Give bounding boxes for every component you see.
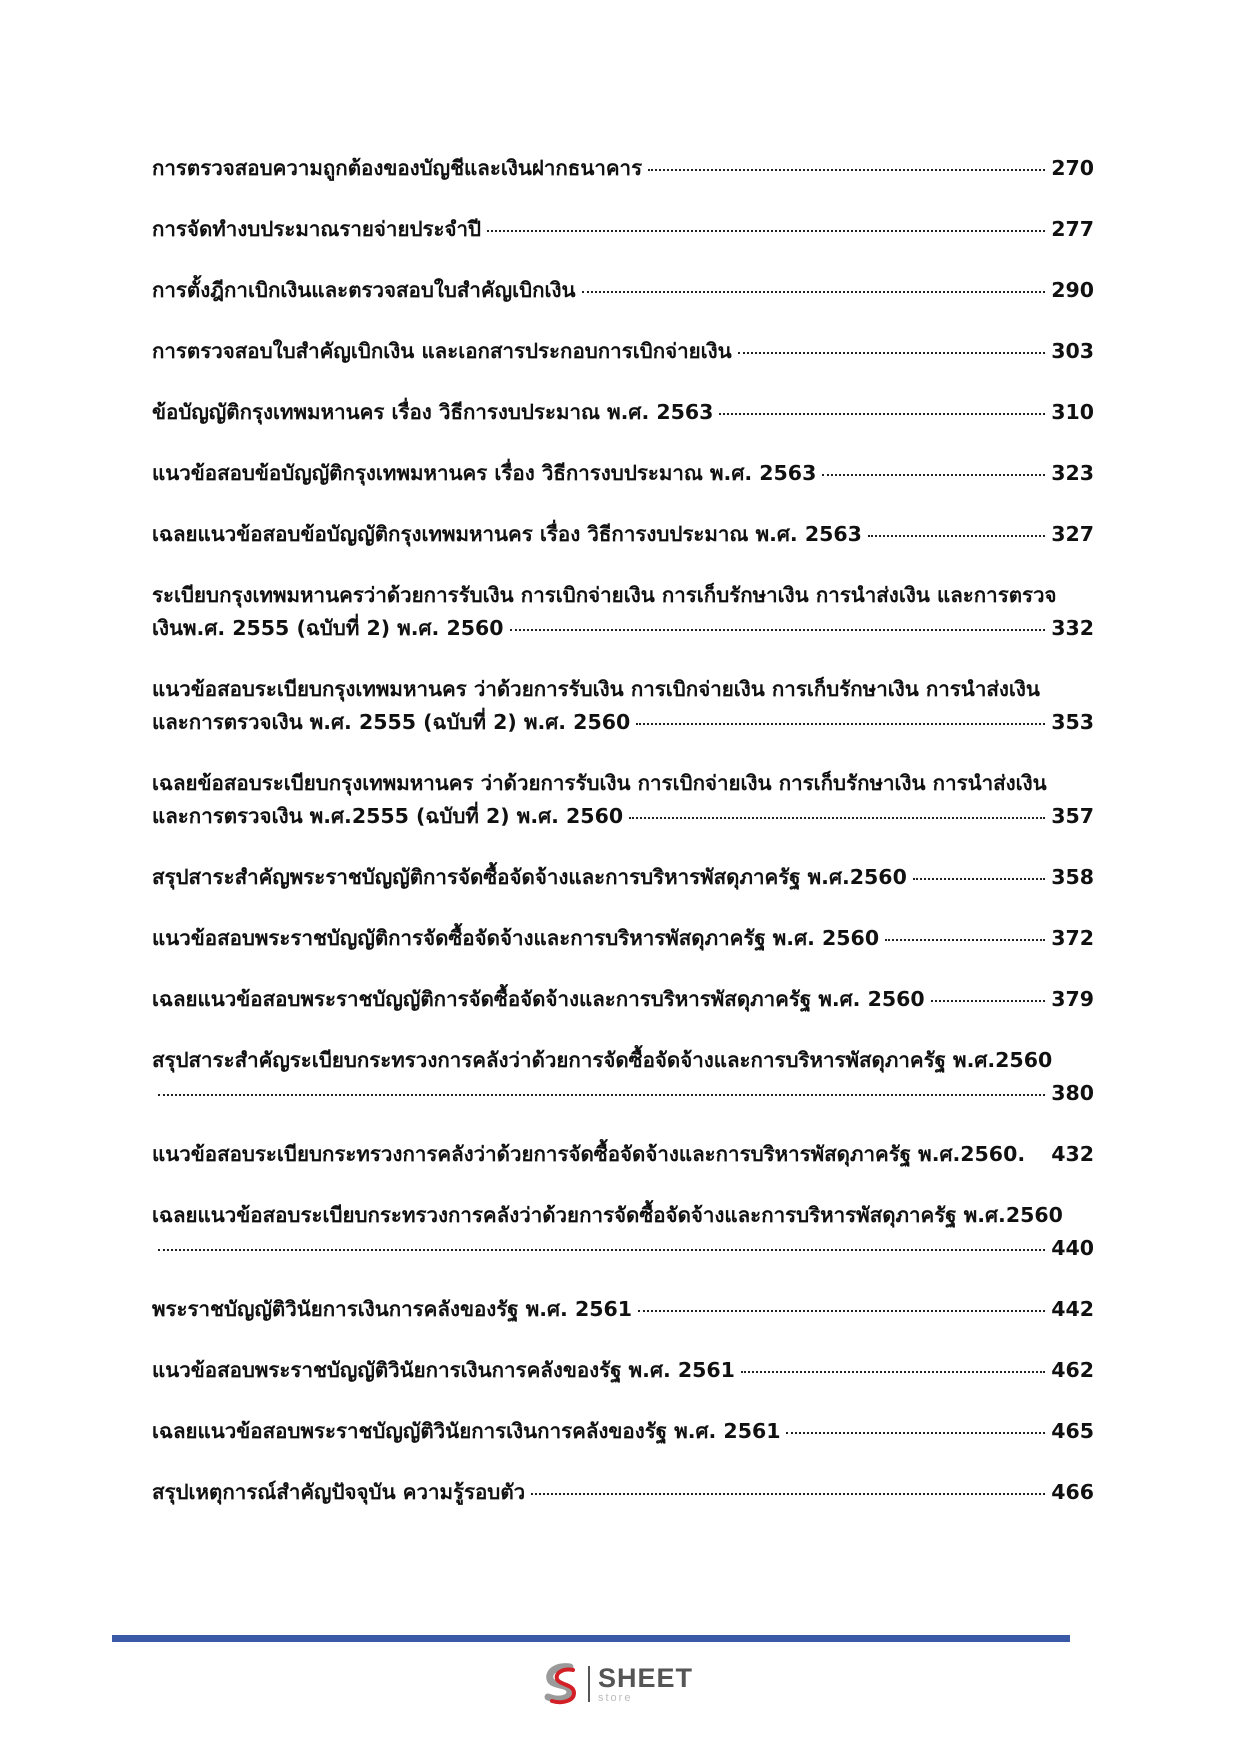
- toc-entry-page: 462: [1051, 1358, 1094, 1382]
- toc-entry[interactable]: [152, 861, 1094, 894]
- toc-entry[interactable]: [152, 673, 1094, 739]
- toc-entry-title-line1: ระเบียบกรุงเทพมหานครว่าด้วยการรับเงิน การเบิกจ่ายเงิน การเก็บรักษาเงิน การนำส่งเงิน และการตรวจ: [152, 583, 1057, 607]
- toc-entry[interactable]: [152, 335, 1094, 368]
- toc-entry-title: เฉลยแนวข้อสอบพระราชบัญญัติวินัยการเงินการคลังของรัฐ พ.ศ. 2561: [152, 1419, 781, 1443]
- dot-leader: [158, 1249, 1045, 1251]
- dot-leader: [531, 1493, 1045, 1495]
- toc-entry-title: สรุปเหตุการณ์สำคัญปัจจุบัน ความรู้รอบตัว: [152, 1480, 526, 1504]
- toc-entry-page: 303: [1051, 339, 1094, 363]
- toc-entry-page: 380: [1051, 1081, 1094, 1105]
- toc-entry-title: และการตรวจเงิน พ.ศ. 2555 (ฉบับที่ 2) พ.ศ. 2560: [152, 710, 631, 734]
- toc-entry[interactable]: [152, 457, 1094, 490]
- toc-entry[interactable]: [152, 1138, 1094, 1171]
- toc-entry-title: การตรวจสอบความถูกต้องของบัญชีและเงินฝากธนาคาร: [152, 156, 643, 180]
- toc-entry-page: 323: [1051, 461, 1094, 485]
- logo-words: [598, 1662, 694, 1704]
- toc-entry-page: 327: [1051, 522, 1094, 546]
- dot-leader: [738, 352, 1046, 354]
- dot-leader: [822, 474, 1045, 476]
- toc-entry-page: 379: [1051, 987, 1094, 1011]
- toc-entry[interactable]: [152, 1199, 1094, 1265]
- toc-entry[interactable]: [152, 1354, 1094, 1387]
- toc-entry[interactable]: [152, 1293, 1094, 1326]
- dot-leader: [629, 817, 1045, 819]
- toc-entry-title: การจัดทำงบประมาณรายจ่ายประจำปี: [152, 217, 482, 241]
- toc-entry-page: 440: [1051, 1236, 1094, 1260]
- dot-leader: [931, 1000, 1046, 1002]
- toc-entry-page: 357: [1051, 804, 1094, 828]
- toc-entry[interactable]: [152, 579, 1094, 645]
- toc-entry[interactable]: [152, 152, 1094, 185]
- toc-entry-title-line1: เฉลยข้อสอบระเบียบกรุงเทพมหานคร ว่าด้วยการรับเงิน การเบิกจ่ายเงิน การเก็บรักษาเงิน การนำส่งเงิน: [152, 771, 1047, 795]
- toc-entry-page: 310: [1051, 400, 1094, 424]
- toc-entry-title: แนวข้อสอบพระราชบัญญัติวินัยการเงินการคลังของรัฐ พ.ศ. 2561: [152, 1358, 735, 1382]
- toc-entry[interactable]: [152, 1415, 1094, 1448]
- toc-entry-page: 353: [1051, 710, 1094, 734]
- toc-entry-title: พระราชบัญญัติวินัยการเงินการคลังของรัฐ พ.ศ. 2561: [152, 1297, 633, 1321]
- dot-leader: [913, 878, 1045, 880]
- toc-entry-title: สรุปสาระสำคัญพระราชบัญญัติการจัดซื้อจัดจ้างและการบริหารพัสดุภาครัฐ พ.ศ.2560: [152, 865, 907, 889]
- table-of-contents: [152, 152, 1094, 1537]
- toc-entry-page: 270: [1051, 156, 1094, 180]
- dot-leader: [648, 169, 1045, 171]
- toc-entry-title: เฉลยแนวข้อสอบพระราชบัญญัติการจัดซื้อจัดจ้างและการบริหารพัสดุภาครัฐ พ.ศ. 2560: [152, 987, 925, 1011]
- toc-entry-title-line1: สรุปสาระสำคัญระเบียบกระทรวงการคลังว่าด้วยการจัดซื้อจัดจ้างและการบริหารพัสดุภาครัฐ พ.ศ.2560: [152, 1048, 1053, 1072]
- toc-entry-page: 442: [1051, 1297, 1094, 1321]
- dot-leader: [636, 723, 1045, 725]
- toc-entry-title: การตรวจสอบใบสำคัญเบิกเงิน และเอกสารประกอบการเบิกจ่ายเงิน: [152, 339, 732, 363]
- dot-leader: [582, 291, 1046, 293]
- toc-entry-title: แนวข้อสอบข้อบัญญัติกรุงเทพมหานคร เรื่อง วิธีการงบประมาณ พ.ศ. 2563: [152, 461, 817, 485]
- logo-subtext: store: [598, 1691, 633, 1704]
- toc-entry-page: 332: [1051, 616, 1094, 640]
- toc-entry-page: 277: [1051, 217, 1094, 241]
- toc-entry-title: ข้อบัญญัติกรุงเทพมหานคร เรื่อง วิธีการงบประมาณ พ.ศ. 2563: [152, 400, 714, 424]
- toc-entry[interactable]: [152, 213, 1094, 246]
- toc-entry-page: 358: [1051, 865, 1094, 889]
- logo-text: SHEET: [598, 1662, 694, 1693]
- toc-entry-title-line1: แนวข้อสอบระเบียบกรุงเทพมหานคร ว่าด้วยการรับเงิน การเบิกจ่ายเงิน การเก็บรักษาเงิน การนำส่งเงิน: [152, 677, 1040, 701]
- logo-separator: [588, 1666, 590, 1702]
- toc-entry[interactable]: [152, 983, 1094, 1016]
- toc-entry-title: แนวข้อสอบพระราชบัญญัติการจัดซื้อจัดจ้างและการบริหารพัสดุภาครัฐ พ.ศ. 2560: [152, 926, 880, 950]
- toc-entry[interactable]: [152, 767, 1094, 833]
- toc-entry-page: 372: [1051, 926, 1094, 950]
- toc-entry[interactable]: [152, 274, 1094, 307]
- toc-entry-title-line1: เฉลยแนวข้อสอบระเบียบกระทรวงการคลังว่าด้วยการจัดซื้อจัดจ้างและการบริหารพัสดุภาครัฐ พ.ศ.2560: [152, 1203, 1063, 1227]
- toc-entry-title: การตั้งฎีกาเบิกเงินและตรวจสอบใบสำคัญเบิกเงิน: [152, 278, 576, 302]
- toc-entry-title: เฉลยแนวข้อสอบข้อบัญญัติกรุงเทพมหานคร เรื่อง วิธีการงบประมาณ พ.ศ. 2563: [152, 522, 862, 546]
- toc-entry-page: 466: [1051, 1480, 1094, 1504]
- toc-entry[interactable]: [152, 922, 1094, 955]
- toc-entry-page: 465: [1051, 1419, 1094, 1443]
- dot-leader: [510, 629, 1046, 631]
- dot-leader: [158, 1094, 1045, 1096]
- toc-entry[interactable]: [152, 518, 1094, 551]
- dot-leader: [741, 1371, 1045, 1373]
- dot-leader: [719, 413, 1045, 415]
- toc-entry-title: และการตรวจเงิน พ.ศ.2555 (ฉบับที่ 2) พ.ศ. 2560: [152, 804, 624, 828]
- toc-entry-page: 432: [1051, 1142, 1094, 1166]
- toc-entry[interactable]: [152, 396, 1094, 429]
- toc-entry-page: 290: [1051, 278, 1094, 302]
- toc-entry-title: แนวข้อสอบระเบียบกระทรวงการคลังว่าด้วยการจัดซื้อจัดจ้างและการบริหารพัสดุภาครัฐ พ.ศ.2560.: [152, 1142, 1026, 1166]
- toc-entry[interactable]: [152, 1476, 1094, 1509]
- toc-entry-title: เงินพ.ศ. 2555 (ฉบับที่ 2) พ.ศ. 2560: [152, 616, 504, 640]
- dot-leader: [868, 535, 1045, 537]
- footer-rule: [112, 1635, 1070, 1642]
- sheet-store-logo-icon: [540, 1661, 582, 1707]
- dot-leader: [638, 1310, 1045, 1312]
- dot-leader: [885, 939, 1045, 941]
- dot-leader: [487, 230, 1045, 232]
- toc-entry[interactable]: [152, 1044, 1094, 1110]
- dot-leader: [786, 1432, 1045, 1434]
- sheet-store-logo: [540, 1660, 720, 1708]
